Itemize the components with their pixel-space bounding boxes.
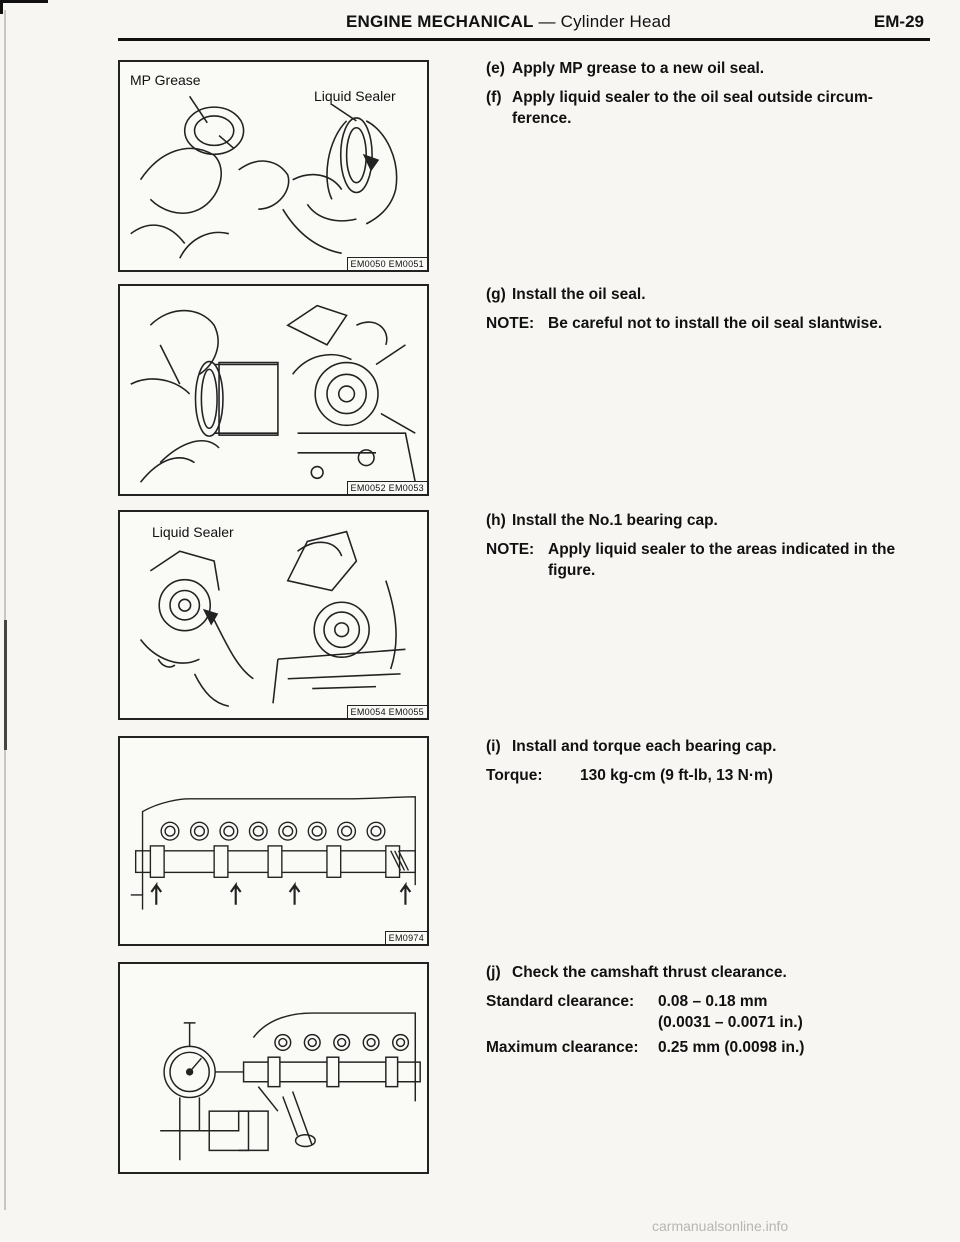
step-label: (e) bbox=[486, 60, 505, 77]
step-label: (i) bbox=[486, 738, 501, 755]
step-e-f bbox=[486, 58, 926, 137]
step-text: Install the No.1 bearing cap. bbox=[512, 512, 718, 529]
figure-code: EM0050 EM0051 bbox=[347, 257, 427, 270]
page-number: EM-29 bbox=[873, 12, 924, 31]
figure-bearing-cap bbox=[118, 510, 429, 720]
standard-clearance-label: Standard clearance: bbox=[486, 993, 635, 1010]
maximum-clearance bbox=[486, 1037, 926, 1058]
label-liquid-sealer: Liquid Sealer bbox=[314, 88, 396, 104]
step-h-row bbox=[486, 510, 926, 531]
note-label: NOTE: bbox=[486, 541, 535, 558]
step-text: Apply MP grease to a new oil seal. bbox=[512, 60, 765, 77]
standard-clearance-inch-value: (0.0031 – 0.0071 in.) bbox=[658, 1014, 803, 1031]
step-label: (h) bbox=[486, 512, 506, 529]
step-i bbox=[486, 736, 926, 786]
bearing-cap-illustration bbox=[120, 512, 427, 718]
note-text: Be careful not to install the oil seal slantwise. bbox=[548, 315, 883, 332]
figure-code: EM0054 EM0055 bbox=[347, 705, 427, 718]
maximum-clearance-label: Maximum clearance: bbox=[486, 1039, 639, 1056]
dial-indicator-illustration bbox=[120, 964, 427, 1172]
figure-thrust-clearance bbox=[118, 962, 429, 1174]
page-header bbox=[118, 12, 930, 40]
figure-oil-seal-grease bbox=[118, 60, 429, 272]
page-edge-shadow bbox=[4, 620, 7, 750]
oil-seal-install-illustration bbox=[120, 286, 427, 494]
header-title: ENGINE MECHANICAL — Cylinder Head bbox=[346, 12, 671, 31]
standard-clearance bbox=[486, 991, 926, 1012]
watermark-footer[interactable]: carmanualsonline.info bbox=[652, 1218, 789, 1234]
note-g bbox=[486, 313, 926, 334]
step-g bbox=[486, 284, 926, 340]
step-f bbox=[486, 87, 926, 129]
step-text: Apply liquid sealer to the oil seal outside circum-ference. bbox=[512, 89, 873, 127]
corner-crop-mark bbox=[0, 0, 48, 17]
note-label: NOTE: bbox=[486, 315, 535, 332]
standard-clearance-inch bbox=[486, 1012, 926, 1033]
step-text: Install and torque each bearing cap. bbox=[512, 738, 777, 755]
torque-value: 130 kg-cm (9 ft-lb, 13 N·m) bbox=[580, 767, 773, 784]
torque-spec bbox=[486, 765, 926, 786]
label-liquid-sealer: Liquid Sealer bbox=[152, 524, 234, 540]
step-e bbox=[486, 58, 926, 79]
step-j-row bbox=[486, 962, 926, 983]
cylinder-head-illustration bbox=[120, 738, 427, 944]
note-text: Apply liquid sealer to the areas indicated in the figure. bbox=[548, 541, 896, 579]
header-rule bbox=[118, 38, 930, 41]
figure-code: EM0974 bbox=[385, 931, 427, 944]
step-label: (j) bbox=[486, 964, 501, 981]
step-g-row bbox=[486, 284, 926, 305]
step-label: (g) bbox=[486, 286, 506, 303]
step-h bbox=[486, 510, 926, 587]
step-text: Install the oil seal. bbox=[512, 286, 646, 303]
maximum-clearance-value: 0.25 mm (0.0098 in.) bbox=[658, 1039, 805, 1056]
step-j bbox=[486, 962, 926, 1058]
standard-clearance-value: 0.08 – 0.18 mm bbox=[658, 993, 768, 1010]
label-mp-grease: MP Grease bbox=[130, 72, 201, 88]
figure-cylinder-head-caps bbox=[118, 736, 429, 946]
note-h bbox=[486, 539, 926, 581]
step-i-row bbox=[486, 736, 926, 757]
torque-label: Torque: bbox=[486, 767, 543, 784]
page-edge-rule bbox=[4, 10, 6, 1210]
step-text: Check the camshaft thrust clearance. bbox=[512, 964, 787, 981]
figure-code: EM0052 EM0053 bbox=[347, 481, 427, 494]
step-label: (f) bbox=[486, 89, 502, 106]
figure-install-oil-seal bbox=[118, 284, 429, 496]
